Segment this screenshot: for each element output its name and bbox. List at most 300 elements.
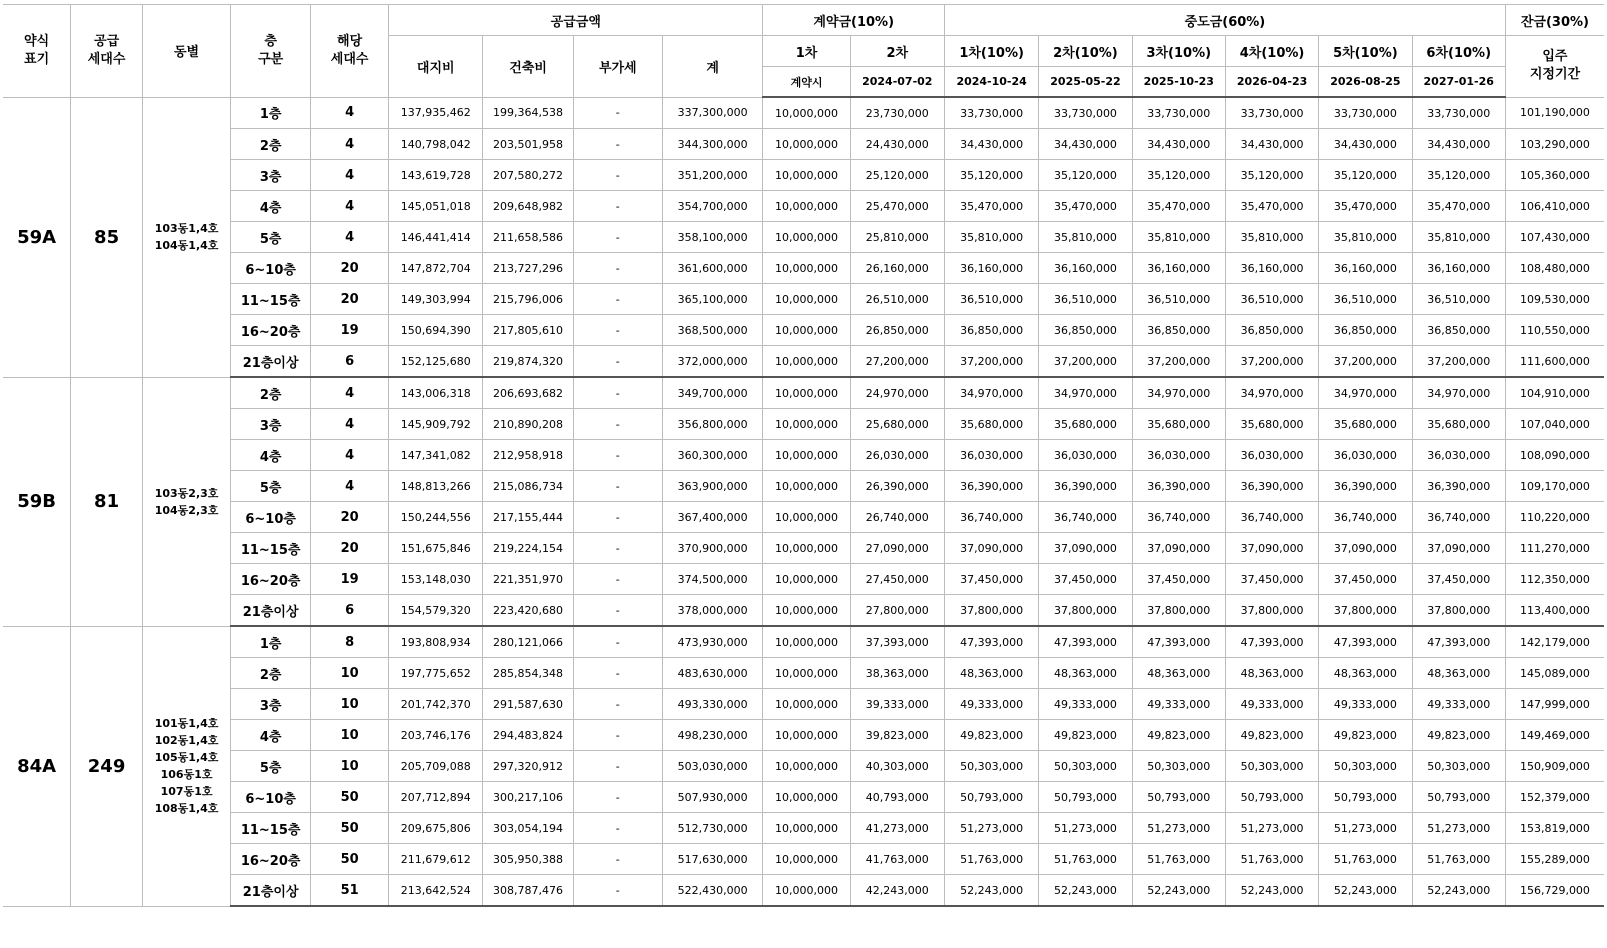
total-cell: 356,800,000 (662, 409, 763, 440)
middle-1-cell: 47,393,000 (944, 626, 1038, 658)
middle-6-cell: 34,430,000 (1412, 129, 1505, 160)
header-land-cost: 대지비 (389, 36, 483, 98)
middle-3-cell: 35,680,000 (1132, 409, 1225, 440)
contract-2-cell: 25,470,000 (850, 191, 944, 222)
floor-cell: 1층 (231, 97, 311, 129)
middle-3-cell: 37,800,000 (1132, 595, 1225, 627)
units-cell: 6 (311, 595, 389, 627)
land-cost-cell: 211,679,612 (389, 844, 483, 875)
middle-4-cell: 34,970,000 (1225, 377, 1318, 409)
land-cost-cell: 145,051,018 (389, 191, 483, 222)
land-cost-cell: 150,694,390 (389, 315, 483, 346)
dong-list-cell: 101동1,4호 102동1,4호 105동1,4호 106동1호 107동1호 108동1,4호 (142, 626, 230, 906)
header-middle-6-date: 2027-01-26 (1412, 67, 1505, 98)
middle-3-cell: 35,120,000 (1132, 160, 1225, 191)
total-cell: 354,700,000 (662, 191, 763, 222)
contract-1-cell: 10,000,000 (763, 658, 850, 689)
build-cost-cell: 207,580,272 (483, 160, 573, 191)
land-cost-cell: 151,675,846 (389, 533, 483, 564)
contract-2-cell: 26,850,000 (850, 315, 944, 346)
land-cost-cell: 193,808,934 (389, 626, 483, 658)
floor-cell: 3층 (231, 160, 311, 191)
balance-cell: 149,469,000 (1505, 720, 1604, 751)
units-cell: 10 (311, 658, 389, 689)
balance-cell: 113,400,000 (1505, 595, 1604, 627)
balance-cell: 150,909,000 (1505, 751, 1604, 782)
balance-cell: 145,089,000 (1505, 658, 1604, 689)
vat-cell: - (573, 751, 662, 782)
contract-2-cell: 25,810,000 (850, 222, 944, 253)
balance-cell: 142,179,000 (1505, 626, 1604, 658)
total-cell: 351,200,000 (662, 160, 763, 191)
header-middle-5-date: 2026-08-25 (1319, 67, 1412, 98)
land-cost-cell: 154,579,320 (389, 595, 483, 627)
middle-6-cell: 51,763,000 (1412, 844, 1505, 875)
table-row (3, 782, 1604, 813)
middle-2-cell: 50,303,000 (1039, 751, 1132, 782)
build-cost-cell: 219,224,154 (483, 533, 573, 564)
middle-2-cell: 47,393,000 (1039, 626, 1132, 658)
vat-cell: - (573, 844, 662, 875)
land-cost-cell: 201,742,370 (389, 689, 483, 720)
land-cost-cell: 147,341,082 (389, 440, 483, 471)
contract-1-cell: 10,000,000 (763, 564, 850, 595)
floor-cell: 11~15층 (231, 533, 311, 564)
contract-1-cell: 10,000,000 (763, 222, 850, 253)
header-contract: 계약금(10%) (763, 5, 945, 36)
units-cell: 4 (311, 97, 389, 129)
table-row (3, 875, 1604, 907)
header-contract-1: 1차 (763, 36, 850, 67)
contract-2-cell: 38,363,000 (850, 658, 944, 689)
table-header (3, 5, 1604, 98)
table-row (3, 284, 1604, 315)
contract-2-cell: 37,393,000 (850, 626, 944, 658)
units-cell: 4 (311, 377, 389, 409)
build-cost-cell: 203,501,958 (483, 129, 573, 160)
floor-cell: 11~15층 (231, 813, 311, 844)
table-row (3, 346, 1604, 378)
total-cell: 365,100,000 (662, 284, 763, 315)
table-body (3, 97, 1604, 906)
middle-1-cell: 49,333,000 (944, 689, 1038, 720)
middle-5-cell: 51,763,000 (1319, 844, 1412, 875)
header-contract-2: 2차 (850, 36, 944, 67)
supply-units-cell: 81 (71, 377, 143, 626)
middle-1-cell: 51,273,000 (944, 813, 1038, 844)
balance-cell: 106,410,000 (1505, 191, 1604, 222)
build-cost-cell: 300,217,106 (483, 782, 573, 813)
table-row (3, 533, 1604, 564)
header-middle-2-date: 2025-05-22 (1039, 67, 1132, 98)
middle-5-cell: 51,273,000 (1319, 813, 1412, 844)
header-supply-units: 공급 세대수 (71, 5, 143, 98)
units-cell: 4 (311, 129, 389, 160)
build-cost-cell: 221,351,970 (483, 564, 573, 595)
land-cost-cell: 150,244,556 (389, 502, 483, 533)
middle-5-cell: 36,850,000 (1319, 315, 1412, 346)
middle-6-cell: 37,450,000 (1412, 564, 1505, 595)
middle-6-cell: 49,823,000 (1412, 720, 1505, 751)
middle-2-cell: 35,120,000 (1039, 160, 1132, 191)
table-row (3, 564, 1604, 595)
middle-1-cell: 51,763,000 (944, 844, 1038, 875)
header-floor: 층 구분 (231, 5, 311, 98)
middle-5-cell: 35,470,000 (1319, 191, 1412, 222)
floor-cell: 5층 (231, 751, 311, 782)
balance-cell: 110,550,000 (1505, 315, 1604, 346)
total-cell: 363,900,000 (662, 471, 763, 502)
middle-4-cell: 35,810,000 (1225, 222, 1318, 253)
middle-1-cell: 37,450,000 (944, 564, 1038, 595)
header-vat: 부가세 (573, 36, 662, 98)
middle-3-cell: 49,823,000 (1132, 720, 1225, 751)
floor-cell: 4층 (231, 191, 311, 222)
middle-4-cell: 35,680,000 (1225, 409, 1318, 440)
table-row (3, 191, 1604, 222)
header-middle-2: 2차(10%) (1039, 36, 1132, 67)
header-supply-price: 공급금액 (389, 5, 763, 36)
build-cost-cell: 212,958,918 (483, 440, 573, 471)
total-cell: 367,400,000 (662, 502, 763, 533)
total-cell: 349,700,000 (662, 377, 763, 409)
header-contract-2-date: 2024-07-02 (850, 67, 944, 98)
middle-1-cell: 35,470,000 (944, 191, 1038, 222)
floor-cell: 2층 (231, 658, 311, 689)
contract-2-cell: 39,823,000 (850, 720, 944, 751)
vat-cell: - (573, 191, 662, 222)
vat-cell: - (573, 564, 662, 595)
table-row (3, 626, 1604, 658)
middle-6-cell: 35,680,000 (1412, 409, 1505, 440)
land-cost-cell: 147,872,704 (389, 253, 483, 284)
contract-1-cell: 10,000,000 (763, 440, 850, 471)
balance-cell: 147,999,000 (1505, 689, 1604, 720)
vat-cell: - (573, 284, 662, 315)
middle-6-cell: 48,363,000 (1412, 658, 1505, 689)
header-balance: 잔금(30%) (1505, 5, 1604, 36)
middle-2-cell: 36,740,000 (1039, 502, 1132, 533)
middle-6-cell: 33,730,000 (1412, 97, 1505, 129)
build-cost-cell: 285,854,348 (483, 658, 573, 689)
middle-1-cell: 36,030,000 (944, 440, 1038, 471)
middle-4-cell: 48,363,000 (1225, 658, 1318, 689)
units-cell: 10 (311, 720, 389, 751)
balance-cell: 152,379,000 (1505, 782, 1604, 813)
contract-2-cell: 27,200,000 (850, 346, 944, 378)
middle-1-cell: 52,243,000 (944, 875, 1038, 907)
middle-4-cell: 50,793,000 (1225, 782, 1318, 813)
middle-5-cell: 36,510,000 (1319, 284, 1412, 315)
header-middle-3: 3차(10%) (1132, 36, 1225, 67)
middle-5-cell: 52,243,000 (1319, 875, 1412, 907)
floor-cell: 6~10층 (231, 253, 311, 284)
contract-1-cell: 10,000,000 (763, 97, 850, 129)
middle-4-cell: 33,730,000 (1225, 97, 1318, 129)
middle-4-cell: 51,273,000 (1225, 813, 1318, 844)
middle-3-cell: 50,793,000 (1132, 782, 1225, 813)
middle-5-cell: 50,303,000 (1319, 751, 1412, 782)
contract-1-cell: 10,000,000 (763, 129, 850, 160)
middle-2-cell: 35,470,000 (1039, 191, 1132, 222)
contract-1-cell: 10,000,000 (763, 782, 850, 813)
land-cost-cell: 143,006,318 (389, 377, 483, 409)
middle-1-cell: 34,970,000 (944, 377, 1038, 409)
contract-1-cell: 10,000,000 (763, 284, 850, 315)
total-cell: 368,500,000 (662, 315, 763, 346)
units-cell: 4 (311, 471, 389, 502)
middle-3-cell: 36,160,000 (1132, 253, 1225, 284)
build-cost-cell: 297,320,912 (483, 751, 573, 782)
middle-2-cell: 37,800,000 (1039, 595, 1132, 627)
balance-cell: 111,270,000 (1505, 533, 1604, 564)
total-cell: 493,330,000 (662, 689, 763, 720)
balance-cell: 103,290,000 (1505, 129, 1604, 160)
middle-1-cell: 49,823,000 (944, 720, 1038, 751)
middle-1-cell: 48,363,000 (944, 658, 1038, 689)
middle-5-cell: 35,120,000 (1319, 160, 1412, 191)
supply-units-cell: 249 (71, 626, 143, 906)
vat-cell: - (573, 626, 662, 658)
middle-2-cell: 51,273,000 (1039, 813, 1132, 844)
middle-5-cell: 34,970,000 (1319, 377, 1412, 409)
table-row (3, 502, 1604, 533)
units-cell: 4 (311, 160, 389, 191)
land-cost-cell: 209,675,806 (389, 813, 483, 844)
floor-cell: 2층 (231, 377, 311, 409)
contract-2-cell: 41,763,000 (850, 844, 944, 875)
middle-3-cell: 35,470,000 (1132, 191, 1225, 222)
middle-4-cell: 35,120,000 (1225, 160, 1318, 191)
middle-5-cell: 36,390,000 (1319, 471, 1412, 502)
contract-2-cell: 27,450,000 (850, 564, 944, 595)
middle-2-cell: 34,430,000 (1039, 129, 1132, 160)
floor-cell: 11~15층 (231, 284, 311, 315)
middle-2-cell: 52,243,000 (1039, 875, 1132, 907)
middle-6-cell: 35,470,000 (1412, 191, 1505, 222)
contract-1-cell: 10,000,000 (763, 502, 850, 533)
land-cost-cell: 203,746,176 (389, 720, 483, 751)
middle-4-cell: 52,243,000 (1225, 875, 1318, 907)
contract-2-cell: 40,303,000 (850, 751, 944, 782)
total-cell: 358,100,000 (662, 222, 763, 253)
middle-5-cell: 36,740,000 (1319, 502, 1412, 533)
middle-6-cell: 36,160,000 (1412, 253, 1505, 284)
build-cost-cell: 308,787,476 (483, 875, 573, 907)
contract-2-cell: 26,390,000 (850, 471, 944, 502)
middle-1-cell: 35,120,000 (944, 160, 1038, 191)
header-contract-1-date: 계약시 (763, 67, 850, 98)
middle-5-cell: 37,090,000 (1319, 533, 1412, 564)
balance-cell: 156,729,000 (1505, 875, 1604, 907)
total-cell: 522,430,000 (662, 875, 763, 907)
middle-6-cell: 37,800,000 (1412, 595, 1505, 627)
balance-cell: 112,350,000 (1505, 564, 1604, 595)
middle-5-cell: 49,333,000 (1319, 689, 1412, 720)
middle-3-cell: 37,450,000 (1132, 564, 1225, 595)
vat-cell: - (573, 409, 662, 440)
vat-cell: - (573, 875, 662, 907)
middle-3-cell: 48,363,000 (1132, 658, 1225, 689)
middle-3-cell: 47,393,000 (1132, 626, 1225, 658)
balance-cell: 105,360,000 (1505, 160, 1604, 191)
middle-6-cell: 36,510,000 (1412, 284, 1505, 315)
total-cell: 503,030,000 (662, 751, 763, 782)
table-row (3, 844, 1604, 875)
middle-1-cell: 34,430,000 (944, 129, 1038, 160)
middle-5-cell: 48,363,000 (1319, 658, 1412, 689)
header-middle: 중도금(60%) (944, 5, 1505, 36)
middle-3-cell: 50,303,000 (1132, 751, 1225, 782)
land-cost-cell: 152,125,680 (389, 346, 483, 378)
contract-2-cell: 39,333,000 (850, 689, 944, 720)
total-cell: 344,300,000 (662, 129, 763, 160)
total-cell: 473,930,000 (662, 626, 763, 658)
middle-3-cell: 34,430,000 (1132, 129, 1225, 160)
middle-2-cell: 48,363,000 (1039, 658, 1132, 689)
middle-5-cell: 37,450,000 (1319, 564, 1412, 595)
land-cost-cell: 207,712,894 (389, 782, 483, 813)
build-cost-cell: 206,693,682 (483, 377, 573, 409)
header-middle-1-date: 2024-10-24 (944, 67, 1038, 98)
units-cell: 10 (311, 751, 389, 782)
build-cost-cell: 219,874,320 (483, 346, 573, 378)
middle-4-cell: 50,303,000 (1225, 751, 1318, 782)
middle-5-cell: 36,030,000 (1319, 440, 1412, 471)
build-cost-cell: 199,364,538 (483, 97, 573, 129)
header-dong: 동별 (142, 5, 230, 98)
middle-5-cell: 37,800,000 (1319, 595, 1412, 627)
middle-3-cell: 52,243,000 (1132, 875, 1225, 907)
units-cell: 50 (311, 813, 389, 844)
total-cell: 378,000,000 (662, 595, 763, 627)
middle-5-cell: 36,160,000 (1319, 253, 1412, 284)
middle-1-cell: 36,850,000 (944, 315, 1038, 346)
balance-cell: 101,190,000 (1505, 97, 1604, 129)
contract-1-cell: 10,000,000 (763, 875, 850, 907)
balance-cell: 108,090,000 (1505, 440, 1604, 471)
balance-cell: 110,220,000 (1505, 502, 1604, 533)
vat-cell: - (573, 97, 662, 129)
total-cell: 361,600,000 (662, 253, 763, 284)
table-row (3, 720, 1604, 751)
land-cost-cell: 213,642,524 (389, 875, 483, 907)
floor-cell: 16~20층 (231, 564, 311, 595)
middle-2-cell: 49,823,000 (1039, 720, 1132, 751)
build-cost-cell: 211,658,586 (483, 222, 573, 253)
middle-3-cell: 37,200,000 (1132, 346, 1225, 378)
total-cell: 483,630,000 (662, 658, 763, 689)
header-total: 계 (662, 36, 763, 98)
middle-4-cell: 49,333,000 (1225, 689, 1318, 720)
floor-cell: 21층이상 (231, 595, 311, 627)
middle-6-cell: 35,120,000 (1412, 160, 1505, 191)
middle-3-cell: 34,970,000 (1132, 377, 1225, 409)
header-middle-3-date: 2025-10-23 (1132, 67, 1225, 98)
balance-cell: 153,819,000 (1505, 813, 1604, 844)
header-middle-1: 1차(10%) (944, 36, 1038, 67)
middle-1-cell: 50,303,000 (944, 751, 1038, 782)
contract-2-cell: 24,970,000 (850, 377, 944, 409)
middle-4-cell: 37,200,000 (1225, 346, 1318, 378)
floor-cell: 21층이상 (231, 346, 311, 378)
middle-3-cell: 33,730,000 (1132, 97, 1225, 129)
middle-4-cell: 37,800,000 (1225, 595, 1318, 627)
vat-cell: - (573, 440, 662, 471)
vat-cell: - (573, 315, 662, 346)
contract-1-cell: 10,000,000 (763, 471, 850, 502)
vat-cell: - (573, 160, 662, 191)
vat-cell: - (573, 533, 662, 564)
middle-4-cell: 36,030,000 (1225, 440, 1318, 471)
balance-cell: 107,430,000 (1505, 222, 1604, 253)
middle-6-cell: 36,850,000 (1412, 315, 1505, 346)
table-row (3, 689, 1604, 720)
vat-cell: - (573, 502, 662, 533)
contract-1-cell: 10,000,000 (763, 409, 850, 440)
middle-4-cell: 36,390,000 (1225, 471, 1318, 502)
floor-cell: 5층 (231, 222, 311, 253)
total-cell: 370,900,000 (662, 533, 763, 564)
dong-list-cell: 103동2,3호 104동2,3호 (142, 377, 230, 626)
table-row (3, 751, 1604, 782)
middle-6-cell: 47,393,000 (1412, 626, 1505, 658)
floor-cell: 1층 (231, 626, 311, 658)
land-cost-cell: 153,148,030 (389, 564, 483, 595)
vat-cell: - (573, 782, 662, 813)
middle-6-cell: 37,090,000 (1412, 533, 1505, 564)
type-code-cell: 84A (3, 626, 71, 906)
header-middle-6: 6차(10%) (1412, 36, 1505, 67)
middle-2-cell: 51,763,000 (1039, 844, 1132, 875)
total-cell: 372,000,000 (662, 346, 763, 378)
middle-4-cell: 37,450,000 (1225, 564, 1318, 595)
vat-cell: - (573, 689, 662, 720)
middle-1-cell: 37,800,000 (944, 595, 1038, 627)
middle-3-cell: 36,850,000 (1132, 315, 1225, 346)
middle-3-cell: 35,810,000 (1132, 222, 1225, 253)
land-cost-cell: 146,441,414 (389, 222, 483, 253)
middle-4-cell: 49,823,000 (1225, 720, 1318, 751)
build-cost-cell: 280,121,066 (483, 626, 573, 658)
dong-list-cell: 103동1,4호 104동1,4호 (142, 97, 230, 377)
floor-cell: 3층 (231, 409, 311, 440)
middle-2-cell: 34,970,000 (1039, 377, 1132, 409)
total-cell: 337,300,000 (662, 97, 763, 129)
middle-3-cell: 37,090,000 (1132, 533, 1225, 564)
middle-2-cell: 36,390,000 (1039, 471, 1132, 502)
middle-3-cell: 36,740,000 (1132, 502, 1225, 533)
floor-cell: 16~20층 (231, 315, 311, 346)
units-cell: 20 (311, 533, 389, 564)
build-cost-cell: 215,796,006 (483, 284, 573, 315)
header-type: 약식 표기 (3, 5, 71, 98)
build-cost-cell: 215,086,734 (483, 471, 573, 502)
contract-2-cell: 26,740,000 (850, 502, 944, 533)
floor-cell: 5층 (231, 471, 311, 502)
units-cell: 10 (311, 689, 389, 720)
build-cost-cell: 294,483,824 (483, 720, 573, 751)
table-row (3, 315, 1604, 346)
land-cost-cell: 143,619,728 (389, 160, 483, 191)
table-row (3, 253, 1604, 284)
floor-cell: 6~10층 (231, 782, 311, 813)
units-cell: 4 (311, 222, 389, 253)
middle-4-cell: 36,850,000 (1225, 315, 1318, 346)
table-row (3, 471, 1604, 502)
balance-cell: 107,040,000 (1505, 409, 1604, 440)
middle-5-cell: 35,810,000 (1319, 222, 1412, 253)
